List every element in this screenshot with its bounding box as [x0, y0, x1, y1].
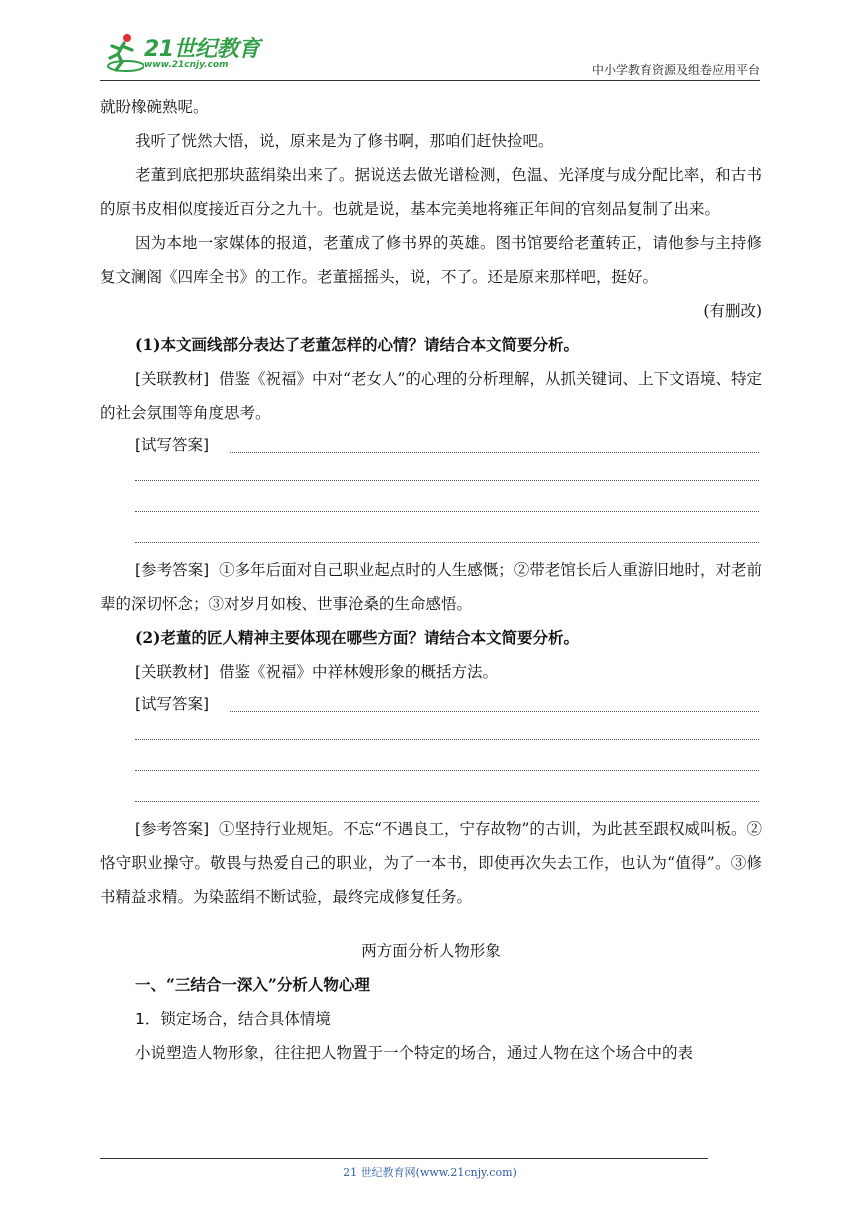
logo-text: 21世纪教育: [144, 37, 260, 62]
document-body: [100, 90, 762, 1070]
answer-line-row[interactable]: [100, 781, 762, 812]
section-title: 两方面分析人物形象: [361, 942, 501, 960]
q2-ref-text: 借鉴《祝福》中祥林嫂形象的概括方法。: [218, 663, 498, 681]
q1-answer-area[interactable]: [100, 430, 762, 460]
runner-logo-icon: [100, 30, 144, 76]
paragraph: 我听了恍然大悟，说，原来是为了修书啊，那咱们赶快捡吧。: [135, 132, 554, 150]
answer-line-row[interactable]: [100, 491, 762, 522]
answer-line-row[interactable]: [100, 750, 762, 781]
q1-ref-text: 借鉴《祝福》中对“老女人”的心理的分析理解，从抓关键词、上下文语境、特定的社会氛围等角度思考。: [100, 370, 762, 422]
answer-line: [135, 801, 759, 802]
spacer: [100, 914, 762, 934]
answer-line-row[interactable]: [100, 460, 762, 491]
q2-ans-label: [参考答案]: [135, 820, 210, 838]
paragraph: 因为本地一家媒体的报道，老董成了修书界的英雄。图书馆要给老董转正，请他参与主持修复文澜阁《四库全书》的工作。老董摇摇头，说，不了。还是原来那样吧，挺好。: [100, 234, 762, 286]
logo: [100, 30, 260, 78]
answer-line: [230, 452, 759, 453]
q1-ans-text: ①多年后面对自己职业起点时的人生感慨；②带老馆长后人重游旧地时，对老前辈的深切怀念；③对岁月如梭、世事沧桑的生命感悟。: [100, 561, 762, 613]
question-2: (2)老董的匠人精神主要体现在哪些方面？请结合本文简要分析。: [135, 628, 579, 647]
answer-line: [135, 542, 759, 543]
q1-ref-label: [关联教材]: [135, 370, 210, 388]
q1-reference: [100, 362, 762, 430]
answer-line: [135, 511, 759, 512]
answer-line: [135, 770, 759, 771]
header-divider: [100, 80, 760, 81]
header-platform-name: 中小学教育资源及组卷应用平台: [591, 63, 760, 77]
answer-line-row[interactable]: [100, 522, 762, 553]
heading-2: 1．锁定场合，结合具体情境: [135, 1010, 331, 1028]
paragraph: 老董到底把那块蓝绢染出来了。据说送去做光谱检测，色温、光泽度与成分配比率，和古书的原书皮相似度接近百分之九十。也就是说，基本完美地将雍正年间的官刻品复制了出来。: [100, 166, 762, 218]
answer-line: [135, 480, 759, 481]
footer-text[interactable]: 21 世纪教育网(www.21cnjy.com): [343, 1166, 517, 1179]
answer-line-row[interactable]: [100, 719, 762, 750]
answer-line: [135, 739, 759, 740]
page-header: [100, 30, 760, 80]
answer-line: [230, 711, 759, 712]
q1-reference-answer: [100, 553, 762, 621]
question-1: (1)本文画线部分表达了老董怎样的心情？请结合本文简要分析。: [135, 335, 579, 354]
logo-url: www.21cnjy.com: [144, 60, 229, 70]
revision-note: (有删改): [703, 302, 762, 320]
q2-try-label: [试写答案]: [135, 695, 210, 713]
heading-1: 一、“三结合一深入”分析人物心理: [135, 975, 370, 994]
q2-reference: [100, 655, 762, 689]
q1-ans-label: [参考答案]: [135, 561, 210, 579]
footer-divider: [100, 1158, 708, 1159]
q2-answer-area[interactable]: [100, 689, 762, 719]
q2-reference-answer: [100, 812, 762, 914]
q1-try-label: [试写答案]: [135, 436, 210, 454]
q2-ans-text: ①坚持行业规矩。不忘“不遇良工，宁存故物”的古训，为此甚至跟权威叫板。②恪守职业操守。敬畏与热爱自己的职业，为了一本书，即使再次失去工作，也认为“值得”。③修书精益求精。为染蓝绢不断试验，最终完成修复任务。: [100, 820, 762, 906]
paragraph: 就盼橡碗熟呢。: [100, 98, 209, 116]
q2-ref-label: [关联教材]: [135, 663, 210, 681]
paragraph: 小说塑造人物形象，往往把人物置于一个特定的场合，通过人物在这个场合中的表: [135, 1044, 694, 1062]
